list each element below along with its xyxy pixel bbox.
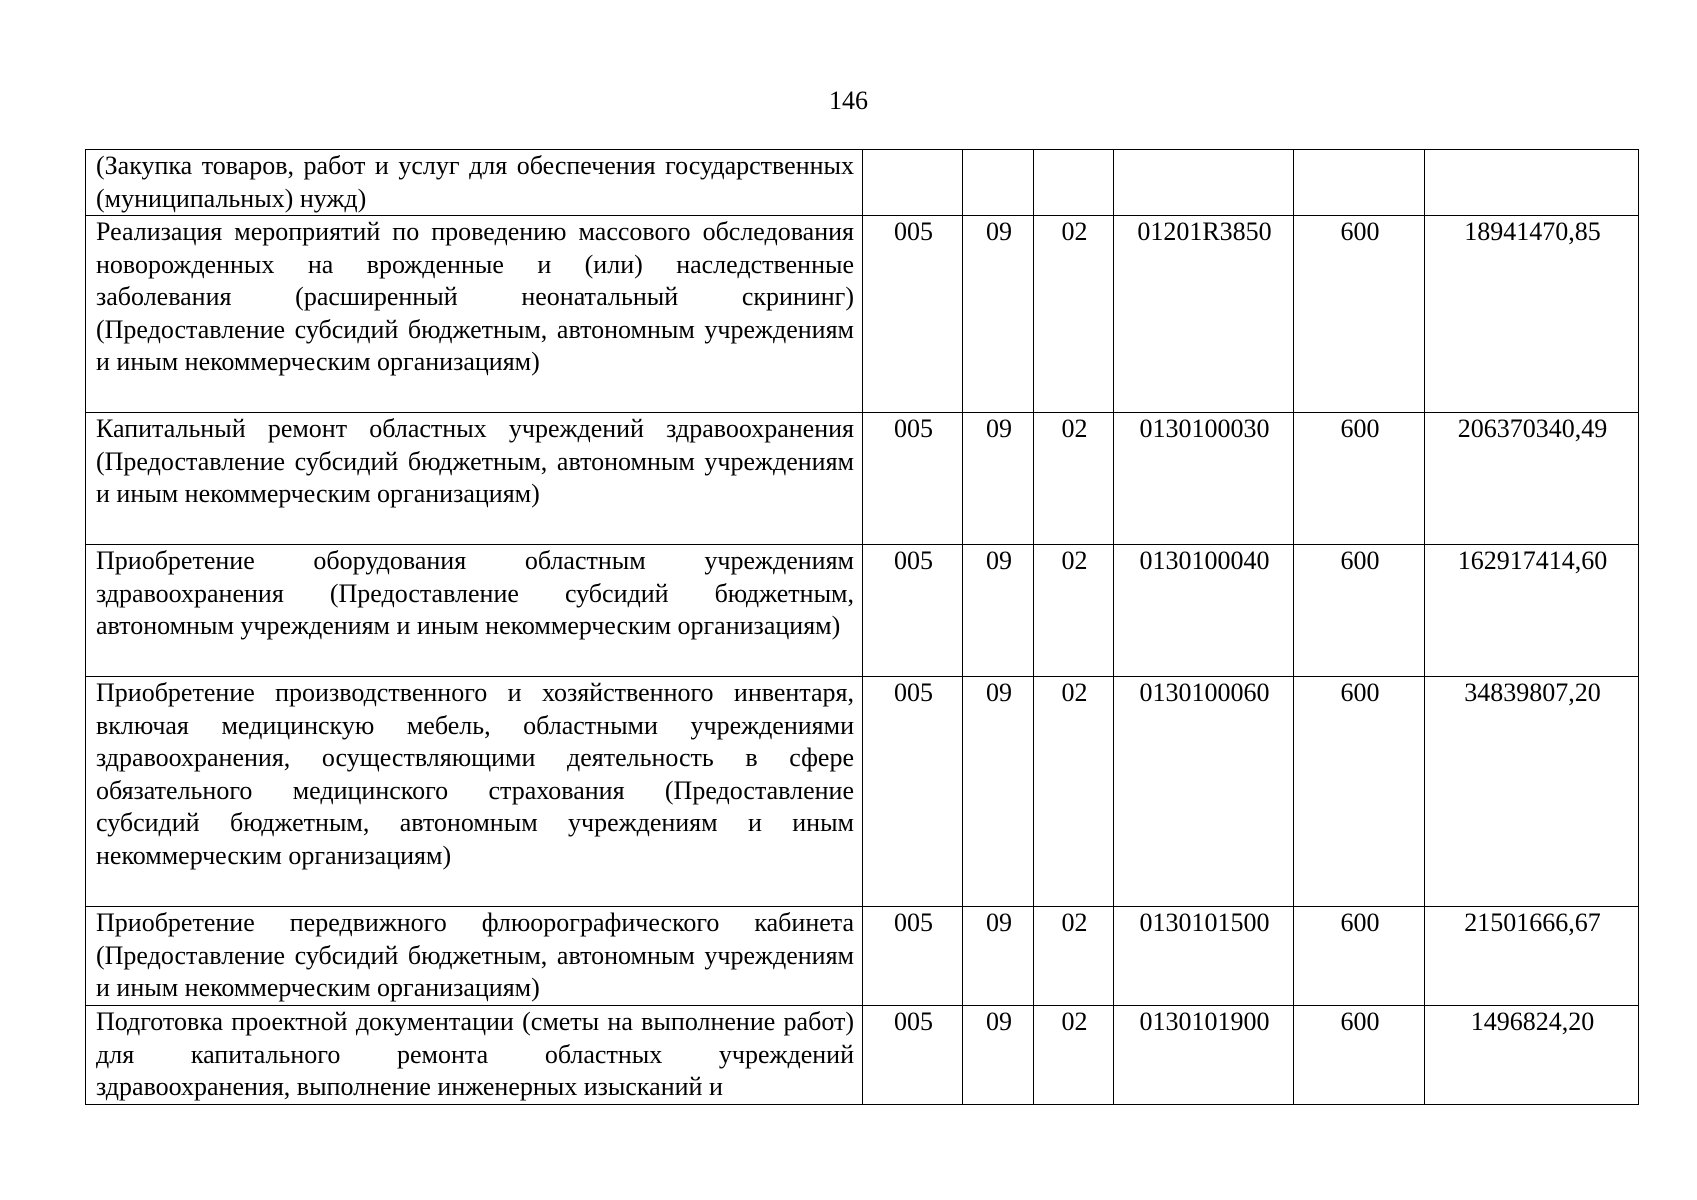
subsection-code-cell: 02 <box>1034 413 1114 545</box>
expense-type-cell: 600 <box>1294 677 1425 907</box>
ministry-code-cell <box>863 150 963 216</box>
budget-table <box>85 149 1639 1105</box>
expense-type-cell: 600 <box>1294 216 1425 413</box>
table-row <box>86 150 1639 216</box>
expense-type-cell: 600 <box>1294 545 1425 677</box>
subsection-code-cell: 02 <box>1034 907 1114 1006</box>
expense-type-cell <box>1294 150 1425 216</box>
row-name-cell: Реализация мероприятий по проведению массового обследования новорожденных на врожденные и (или) наследственные заболевания (расширенный неонатальный скрининг) (Предоставление субсидий бюджетным, автономным учреждениям и иным некоммерческим организациям) <box>86 216 863 413</box>
section-code-cell: 09 <box>963 545 1034 677</box>
target-article-cell <box>1114 150 1294 216</box>
section-code-cell <box>963 150 1034 216</box>
table-row <box>86 677 1639 907</box>
target-article-cell: 0130101500 <box>1114 907 1294 1006</box>
target-article-cell: 0130100060 <box>1114 677 1294 907</box>
table-row <box>86 413 1639 545</box>
ministry-code-cell: 005 <box>863 1006 963 1105</box>
section-code-cell: 09 <box>963 677 1034 907</box>
amount-cell: 1496824,20 <box>1425 1006 1639 1105</box>
amount-cell <box>1425 150 1639 216</box>
table-row <box>86 216 1639 413</box>
table-row <box>86 545 1639 677</box>
subsection-code-cell <box>1034 150 1114 216</box>
row-name-cell: Приобретение оборудования областным учреждениям здравоохранения (Предоставление субсидий бюджетным, автономным учреждениям и иным некоммерческим организациям) <box>86 545 863 677</box>
page-number: 146 <box>829 86 868 115</box>
amount-cell: 21501666,67 <box>1425 907 1639 1006</box>
expense-type-cell: 600 <box>1294 1006 1425 1105</box>
section-code-cell: 09 <box>963 216 1034 413</box>
ministry-code-cell: 005 <box>863 413 963 545</box>
row-name-cell: Подготовка проектной документации (сметы на выполнение работ) для капитального ремонта областных учреждений здравоохранения, выполнение инженерных изысканий и <box>86 1006 863 1105</box>
section-code-cell: 09 <box>963 413 1034 545</box>
section-code-cell: 09 <box>963 907 1034 1006</box>
ministry-code-cell: 005 <box>863 545 963 677</box>
amount-cell: 162917414,60 <box>1425 545 1639 677</box>
table-row <box>86 1006 1639 1105</box>
expense-type-cell: 600 <box>1294 413 1425 545</box>
ministry-code-cell: 005 <box>863 677 963 907</box>
subsection-code-cell: 02 <box>1034 216 1114 413</box>
target-article-cell: 01201R3850 <box>1114 216 1294 413</box>
section-code-cell: 09 <box>963 1006 1034 1105</box>
amount-cell: 206370340,49 <box>1425 413 1639 545</box>
row-name-cell: Приобретение передвижного флюорографического кабинета (Предоставление субсидий бюджетным, автономным учреждениям и иным некоммерческим организациям) <box>86 907 863 1006</box>
expense-type-cell: 600 <box>1294 907 1425 1006</box>
target-article-cell: 0130100040 <box>1114 545 1294 677</box>
row-name-cell: (Закупка товаров, работ и услуг для обеспечения государственных (муниципальных) нужд) <box>86 150 863 216</box>
ministry-code-cell: 005 <box>863 216 963 413</box>
subsection-code-cell: 02 <box>1034 545 1114 677</box>
amount-cell: 34839807,20 <box>1425 677 1639 907</box>
ministry-code-cell: 005 <box>863 907 963 1006</box>
target-article-cell: 0130101900 <box>1114 1006 1294 1105</box>
amount-cell: 18941470,85 <box>1425 216 1639 413</box>
row-name-cell: Капитальный ремонт областных учреждений здравоохранения (Предоставление субсидий бюджетным, автономным учреждениям и иным некоммерческим организациям) <box>86 413 863 545</box>
table-row <box>86 907 1639 1006</box>
row-name-cell: Приобретение производственного и хозяйственного инвентаря, включая медицинскую мебель, областными учреждениями здравоохранения, осуществляющими деятельность в сфере обязательного медицинского страхования (Предоставление субсидий бюджетным, автономным учреждениям и иным некоммерческим организациям) <box>86 677 863 907</box>
subsection-code-cell: 02 <box>1034 1006 1114 1105</box>
target-article-cell: 0130100030 <box>1114 413 1294 545</box>
subsection-code-cell: 02 <box>1034 677 1114 907</box>
